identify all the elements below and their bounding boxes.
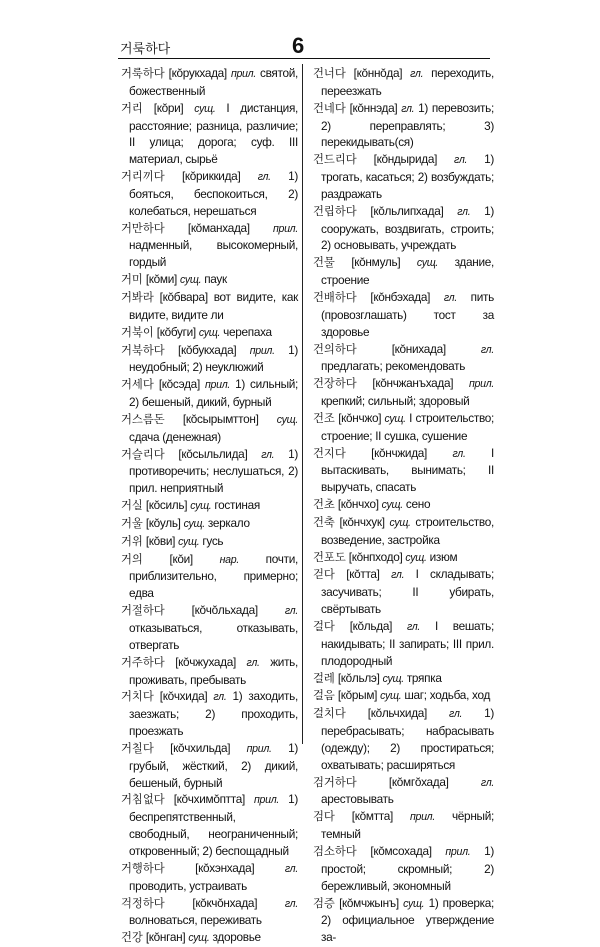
entry-definition: 1) заходить, заезжать; 2) проходить, проезжать xyxy=(129,689,298,739)
dictionary-entry xyxy=(121,791,298,859)
dictionary-entry xyxy=(121,289,298,324)
dictionary-entry xyxy=(313,687,494,705)
entry-definition: проводить, устраивать xyxy=(129,878,247,893)
entry-headword: 거미 xyxy=(121,273,143,287)
entry-part-of-speech: прил. xyxy=(409,811,435,824)
entry-definition: гусь xyxy=(202,533,224,548)
entry-headword: 건너다 xyxy=(313,67,346,80)
dictionary-entry xyxy=(121,602,298,654)
entry-transcription: [кŏмсохада] xyxy=(370,843,432,858)
header-guide-word: 거룩하다 xyxy=(120,42,171,57)
entry-part-of-speech: гл. xyxy=(454,154,468,167)
entry-part-of-speech: прил. xyxy=(445,845,471,858)
entry-part-of-speech: сущ. xyxy=(178,535,200,548)
entry-transcription: [кŏбвара] xyxy=(159,289,208,304)
entry-headword: 건배하다 xyxy=(313,290,357,304)
entry-part-of-speech: прил. xyxy=(272,222,298,235)
entry-headword: 거절하다 xyxy=(121,604,165,618)
entry-transcription: [кŏнчхук] xyxy=(339,514,385,529)
dictionary-entry xyxy=(313,375,494,410)
entry-part-of-speech: прил. xyxy=(246,742,272,755)
entry-transcription: [кŏнчжо] xyxy=(338,410,382,425)
entry-headword: 검증 xyxy=(313,896,335,910)
dictionary-entry xyxy=(313,843,494,895)
dictionary-entry xyxy=(313,341,494,376)
dictionary-entry xyxy=(121,446,298,498)
entry-definition: здание, строение xyxy=(321,255,495,288)
dictionary-entry xyxy=(313,254,494,289)
entry-headword: 거칠다 xyxy=(121,741,154,755)
entry-definition: черепаха xyxy=(223,324,272,339)
entry-headword: 거울 xyxy=(121,516,143,530)
entry-definition: 1) неудобный; 2) неуклюжий xyxy=(129,342,299,375)
entry-headword: 거리끼다 xyxy=(121,170,165,184)
entry-part-of-speech: гл. xyxy=(261,448,275,461)
entry-transcription: [кŏнчхо] xyxy=(337,497,379,512)
entry-definition: I строительство; строение; II сушка, сушение xyxy=(321,410,495,443)
entry-part-of-speech: сущ. xyxy=(382,672,404,685)
dictionary-entry xyxy=(313,496,494,514)
dictionary-entry xyxy=(121,740,298,792)
dictionary-entry xyxy=(313,670,494,688)
entry-part-of-speech: сущ. xyxy=(179,274,202,287)
entry-headword: 건강 xyxy=(121,931,143,945)
dictionary-entry xyxy=(121,551,298,603)
entry-part-of-speech: гл. xyxy=(391,569,405,582)
entry-part-of-speech: прил. xyxy=(205,379,231,392)
column-divider xyxy=(302,64,303,744)
entry-transcription: [кŏри] xyxy=(153,100,184,115)
entry-part-of-speech: сущ. xyxy=(416,257,439,270)
entry-headword: 건네다 xyxy=(313,101,346,115)
entry-transcription: [кŏмгŏхада] xyxy=(388,774,449,789)
dictionary-entry xyxy=(121,533,298,551)
entry-definition: 1) проверка; 2) официальное утверждение за- xyxy=(321,895,495,945)
entry-definition: I вешать; накидывать; II запирать; III прил. плодородный xyxy=(321,619,494,668)
entry-definition: I складывать; засучивать; II убирать, свёртывать xyxy=(321,567,494,617)
entry-headword: 거슬리다 xyxy=(121,447,165,461)
entry-definition: пить (провозглашать) тост за здоровье xyxy=(321,289,494,339)
entry-headword: 거룩하다 xyxy=(121,67,165,80)
entry-headword: 거세다 xyxy=(121,378,154,392)
entry-transcription: [кŏсэда] xyxy=(158,377,200,392)
entry-definition: сдача (денежная) xyxy=(129,429,221,444)
entry-transcription: [кŏи] xyxy=(169,551,193,566)
entry-definition: изюм xyxy=(429,549,458,564)
entry-definition: 1) грубый, жёсткий, 2) дикий, бешеный, бурный xyxy=(129,740,298,790)
dictionary-entry xyxy=(121,65,298,100)
entry-headword: 걸음 xyxy=(313,689,335,703)
dictionary-entry xyxy=(313,100,494,152)
entry-part-of-speech: сущ. xyxy=(384,412,406,425)
entry-part-of-speech: гл. xyxy=(284,897,298,910)
entry-headword: 건포도 xyxy=(313,550,346,564)
entry-headword: 거행하다 xyxy=(121,861,165,875)
entry-part-of-speech: гл. xyxy=(443,291,457,304)
entry-transcription: [кŏнпходо] xyxy=(348,549,403,564)
entry-headword: 검소하다 xyxy=(313,844,357,858)
entry-headword: 거치다 xyxy=(121,690,154,704)
entry-headword: 거북하다 xyxy=(121,343,165,357)
entry-transcription: [кŏсиль] xyxy=(145,498,188,513)
entry-headword: 걷다 xyxy=(313,568,335,582)
entry-part-of-speech: гл. xyxy=(480,776,495,789)
entry-transcription: [кŏхэнхада] xyxy=(195,860,255,875)
entry-definition: паук xyxy=(204,272,227,287)
dictionary-entry xyxy=(313,566,494,618)
entry-definition: тряпка xyxy=(406,670,442,685)
entry-transcription: [кŏннŏда] xyxy=(353,66,403,80)
dictionary-entry xyxy=(121,688,298,740)
entry-transcription: [кŏчхида] xyxy=(159,689,208,704)
entry-transcription: [кŏрым] xyxy=(337,688,378,703)
entry-headword: 걸레 xyxy=(313,671,335,685)
entry-part-of-speech: сущ. xyxy=(403,897,425,910)
entry-definition: отказываться, отказывать, отвергать xyxy=(129,621,298,652)
entry-definition: здоровье xyxy=(212,930,261,945)
entry-headword: 걸다 xyxy=(313,620,335,633)
entry-transcription: [кŏманхада] xyxy=(187,220,250,235)
entry-transcription: [кŏкчŏнхада] xyxy=(192,895,258,910)
entry-definition: I вытаскивать, вынимать; II выручать, спасать xyxy=(321,445,494,495)
entry-transcription: [кŏрукхада] xyxy=(168,66,227,80)
entry-part-of-speech: гл. xyxy=(401,102,415,115)
entry-definition: шаг; ходьба, ход xyxy=(404,688,491,703)
entry-headword: 거봐라 xyxy=(121,290,154,304)
entry-part-of-speech: гл. xyxy=(410,68,424,80)
entry-part-of-speech: сущ. xyxy=(276,413,299,426)
entry-headword: 거북이 xyxy=(121,325,154,339)
entry-part-of-speech: сущ. xyxy=(190,500,212,513)
entry-transcription: [кŏчхимŏптта] xyxy=(173,792,245,807)
dictionary-entry xyxy=(313,705,494,773)
entry-definition: чёрный; темный xyxy=(321,809,494,842)
dictionary-entry xyxy=(313,618,494,670)
entry-definition: почти, приблизительно, примерно; едва xyxy=(129,551,298,601)
dictionary-entry xyxy=(313,808,494,843)
header-rule xyxy=(118,58,490,59)
entry-part-of-speech: сущ. xyxy=(194,102,216,115)
dictionary-entry xyxy=(121,271,298,289)
entry-part-of-speech: сущ. xyxy=(198,326,221,339)
entry-headword: 건립하다 xyxy=(313,204,357,218)
entry-definition: волноваться, переживать xyxy=(129,913,262,928)
entry-transcription: [кŏльчхида] xyxy=(367,706,428,721)
entry-transcription: [кŏльлипхада] xyxy=(370,203,444,218)
entry-headword: 검다 xyxy=(313,810,335,824)
entry-definition: 1) трогать, касаться; 2) возбуждать; раздражать xyxy=(321,152,494,201)
entry-part-of-speech: прил. xyxy=(230,68,256,80)
entry-definition: 1) сооружать, воздвигать, строить; 2) основывать, учреждать xyxy=(321,203,495,253)
entry-part-of-speech: гл. xyxy=(284,605,298,618)
entry-transcription: [кŏмтта] xyxy=(351,809,394,824)
entry-definition: строительство, возведение, застройка xyxy=(321,514,494,547)
entry-transcription: [кŏндырида] xyxy=(373,152,438,167)
entry-definition: предлагать; рекомендовать xyxy=(321,359,466,374)
entry-headword: 거위 xyxy=(121,534,143,548)
entry-transcription: [кŏви] xyxy=(145,533,176,548)
right-column xyxy=(313,65,494,946)
entry-headword: 거만하다 xyxy=(121,221,165,235)
dictionary-entry xyxy=(313,289,494,341)
entry-transcription: [кŏнган] xyxy=(145,930,186,945)
entry-headword: 건물 xyxy=(313,256,335,270)
entry-headword: 거실 xyxy=(121,499,143,513)
entry-definition: надменный, высокомерный, гордый xyxy=(129,238,298,270)
entry-headword: 건지다 xyxy=(313,446,346,460)
entry-transcription: [кŏнчжида] xyxy=(371,445,428,460)
entry-part-of-speech: гл. xyxy=(284,862,298,875)
entry-part-of-speech: прил. xyxy=(468,378,495,391)
entry-part-of-speech: прил. xyxy=(254,794,280,807)
dictionary-entry xyxy=(121,324,298,342)
entry-definition: крепкий; сильный; здоровый xyxy=(321,394,470,409)
entry-definition: зеркало xyxy=(207,515,250,530)
entry-transcription: [кŏми] xyxy=(145,272,177,287)
entry-part-of-speech: сущ. xyxy=(380,690,402,703)
entry-part-of-speech: гл. xyxy=(213,691,227,704)
entry-definition: 1) перебрасывать; набрасывать (одежду); 2) простираться; охватывать; расширяться xyxy=(321,706,495,772)
entry-definition: 1) сильный; 2) бешеный, дикий, бурный xyxy=(129,377,299,410)
entry-definition: 1) бояться, беспокоиться, 2) колебаться, нерешаться xyxy=(129,169,298,218)
entry-transcription: [кŏбукхада] xyxy=(178,342,237,357)
entry-transcription: [кŏннэда] xyxy=(349,100,398,115)
entry-part-of-speech: гл. xyxy=(452,447,466,460)
entry-headword: 건의하다 xyxy=(313,342,357,356)
entry-part-of-speech: гл. xyxy=(257,171,271,184)
entry-part-of-speech: сущ. xyxy=(405,551,427,564)
entry-definition: сено xyxy=(405,497,431,512)
entry-definition: святой, божественный xyxy=(129,66,299,98)
page-number: 6 xyxy=(292,33,305,58)
dictionary-entry xyxy=(313,445,494,497)
entry-transcription: [кŏчжухада] xyxy=(175,654,237,669)
dictionary-entry xyxy=(121,497,298,515)
entry-headword: 거침없다 xyxy=(121,793,165,807)
dictionary-entry xyxy=(313,514,494,549)
entry-transcription: [кŏльлэ] xyxy=(337,670,380,685)
entry-definition: I дистанция, расстояние; разница, различие; II улица; дорога; суф. III материал, сырьё xyxy=(129,100,299,167)
entry-headword: 거주하다 xyxy=(121,655,165,669)
entry-headword: 거리 xyxy=(121,101,143,115)
dictionary-entry xyxy=(121,654,298,689)
entry-transcription: [кŏнчжанъхада] xyxy=(372,376,454,391)
entry-headword: 검거하다 xyxy=(313,775,357,789)
entry-definition: гостиная xyxy=(214,498,260,513)
dictionary-entry xyxy=(121,860,298,895)
entry-transcription: [кŏуль] xyxy=(145,515,181,530)
entry-definition: 1) противоречить; неслушаться, 2) прил. неприятный xyxy=(129,446,298,496)
entry-transcription: [кŏчŏльхада] xyxy=(191,603,258,618)
entry-headword: 건장하다 xyxy=(313,377,357,391)
entry-definition: вот видите, как видите, видите ли xyxy=(129,289,298,322)
dictionary-entry xyxy=(121,411,298,446)
dictionary-entry xyxy=(121,168,298,220)
entry-part-of-speech: гл. xyxy=(449,708,463,721)
entry-definition: жить, проживать, пребывать xyxy=(129,654,299,687)
entry-part-of-speech: сущ. xyxy=(389,516,411,529)
entry-transcription: [кŏтта] xyxy=(346,567,380,582)
entry-part-of-speech: гл. xyxy=(406,621,421,633)
entry-part-of-speech: сущ. xyxy=(183,517,205,530)
dictionary-entry xyxy=(121,100,298,168)
dictionary-entry xyxy=(313,549,494,567)
entry-headword: 건축 xyxy=(313,515,335,529)
entry-part-of-speech: прил. xyxy=(249,344,275,357)
dictionary-entry xyxy=(121,515,298,533)
entry-headword: 건드리다 xyxy=(313,153,357,167)
entry-part-of-speech: сущ. xyxy=(188,932,210,945)
entry-headword: 걱정하다 xyxy=(121,896,165,910)
entry-part-of-speech: гл. xyxy=(480,343,494,356)
entry-transcription: [кŏнихада] xyxy=(391,341,446,356)
dictionary-entry xyxy=(313,203,494,255)
entry-definition: 1) перевозить; 2) переправлять; 3) перекидывать(ся) xyxy=(321,100,494,150)
dictionary-entry xyxy=(121,376,298,411)
dictionary-entry xyxy=(313,65,494,100)
entry-transcription: [кŏсыльлида] xyxy=(178,446,248,461)
entry-headword: 거스름돈 xyxy=(121,412,165,426)
dictionary-entry xyxy=(313,151,494,203)
entry-definition: 1) простой; скромный; 2) бережливый, экономный xyxy=(321,843,495,893)
entry-headword: 거의 xyxy=(121,552,143,566)
entry-definition: арестовывать xyxy=(321,792,394,807)
entry-transcription: [кŏльда] xyxy=(349,619,393,633)
dictionary-entry xyxy=(313,774,494,809)
entry-headword: 걸치다 xyxy=(313,707,346,721)
entry-definition: 1) беспрепятственный, свободный, неограниченный; откровенный; 2) беспощадный xyxy=(129,792,298,858)
entry-transcription: [кŏсырымттон] xyxy=(182,411,259,426)
dictionary-entry xyxy=(121,342,298,377)
dictionary-entry xyxy=(313,895,494,947)
dictionary-entry xyxy=(121,929,298,947)
entry-headword: 건초 xyxy=(313,498,335,512)
entry-transcription: [кŏриккида] xyxy=(181,169,241,184)
entry-transcription: [кŏнбэхада] xyxy=(370,289,431,304)
entry-part-of-speech: гл. xyxy=(246,656,260,669)
entry-transcription: [кŏмчжынъ] xyxy=(339,895,399,910)
dictionary-entry xyxy=(313,410,494,445)
entry-part-of-speech: сущ. xyxy=(381,499,403,512)
entry-definition: переходить, переезжать xyxy=(321,66,495,98)
entry-headword: 건조 xyxy=(313,411,335,425)
entry-transcription: [кŏчхильда] xyxy=(170,740,231,755)
dictionary-entry xyxy=(121,220,298,272)
entry-transcription: [кŏбуги] xyxy=(156,324,196,339)
left-column xyxy=(121,65,298,947)
entry-transcription: [кŏнмуль] xyxy=(351,255,401,270)
entry-part-of-speech: нар. xyxy=(219,553,239,566)
dictionary-entry xyxy=(121,895,298,930)
entry-part-of-speech: гл. xyxy=(457,205,471,218)
